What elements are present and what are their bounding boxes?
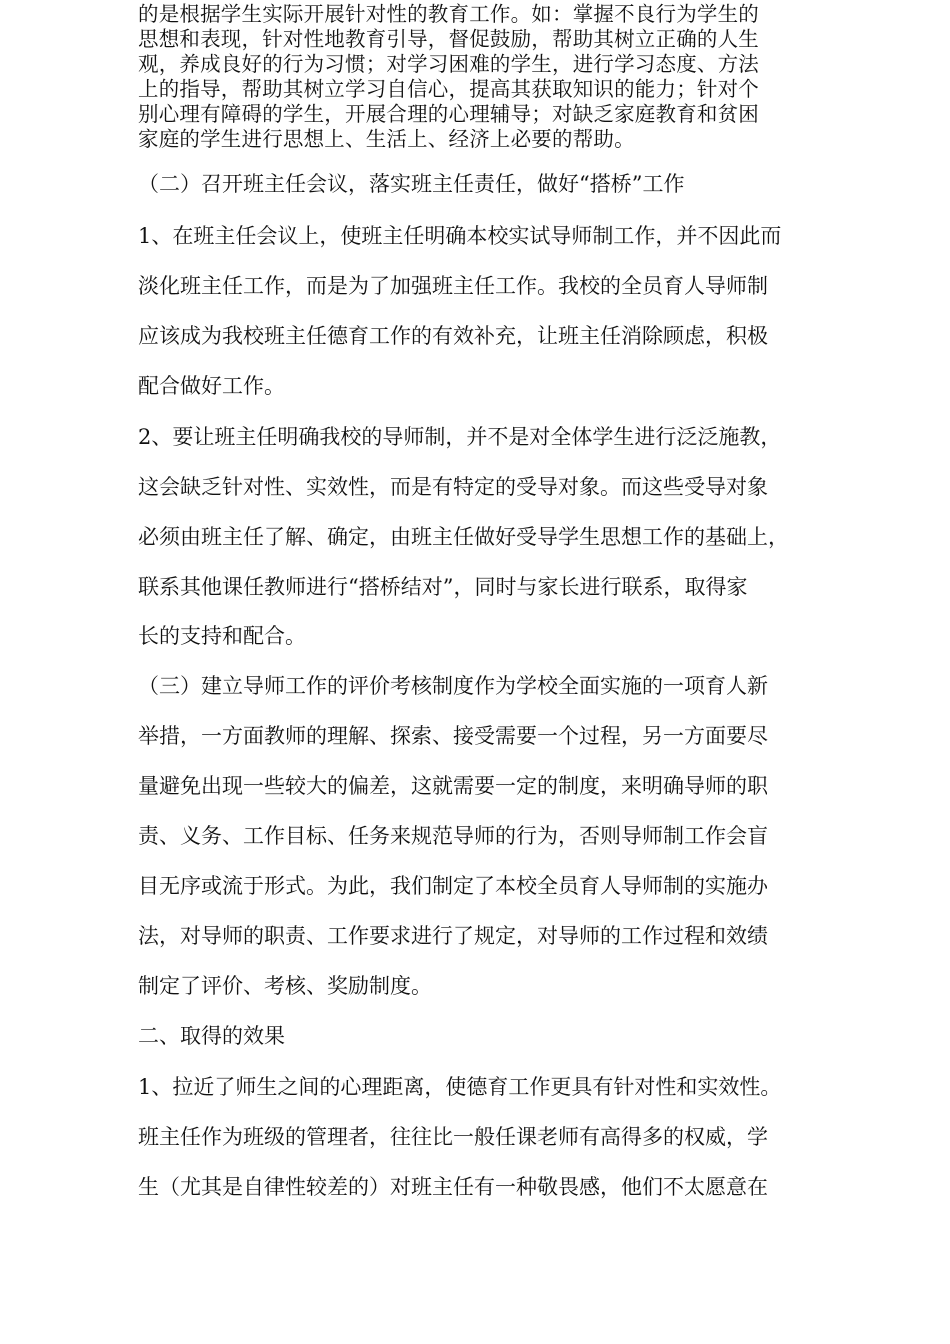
- text-line: 1、在班主任会议上，使班主任明确本校实试导师制工作，并不因此而: [138, 224, 782, 248]
- text-line: 制定了评价、考核、奖励制度。: [138, 974, 432, 998]
- text-line: 配合做好工作。: [138, 374, 285, 398]
- text-line: 长的支持和配合。: [138, 624, 306, 648]
- text-line: （三）建立导师工作的评价考核制度作为学校全面实施的一项育人新: [138, 674, 768, 698]
- text-line: 的是根据学生实际开展针对性的教育工作。如：掌握不良行为学生的: [138, 2, 759, 26]
- text-line: 淡化班主任工作，而是为了加强班主任工作。我校的全员育人导师制: [138, 274, 768, 298]
- text-line: 这会缺乏针对性、实效性，而是有特定的受导对象。而这些受导对象: [138, 475, 768, 499]
- text-line: 思想和表现，针对性地教育引导，督促鼓励，帮助其树立正确的人生: [138, 27, 759, 51]
- text-line: 家庭的学生进行思想上、生活上、经济上必要的帮助。: [138, 127, 635, 151]
- text-line: 观，养成良好的行为习惯；对学习困难的学生，进行学习态度、方法: [138, 52, 759, 76]
- text-line: 别心理有障碍的学生，开展合理的心理辅导；对缺乏家庭教育和贫困: [138, 102, 759, 126]
- text-line: 生（尤其是自律性较差的）对班主任有一种敬畏感，他们不太愿意在: [138, 1175, 768, 1199]
- text-line: 举措，一方面教师的理解、探索、接受需要一个过程，另一方面要尽: [138, 724, 768, 748]
- text-line: 应该成为我校班主任德育工作的有效补充，让班主任消除顾虑，积极: [138, 324, 768, 348]
- section-heading: （二）召开班主任会议，落实班主任责任，做好“搭桥”工作: [138, 172, 685, 196]
- text-line: 2、要让班主任明确我校的导师制，并不是对全体学生进行泛泛施教，: [138, 425, 782, 449]
- text-line: 联系其他课任教师进行“搭桥结对”，同时与家长进行联系，取得家: [138, 575, 748, 599]
- text-line: 上的指导，帮助其树立学习自信心，提高其获取知识的能力；针对个: [138, 77, 759, 101]
- text-line: 责、义务、工作目标、任务来规范导师的行为，否则导师制工作会盲: [138, 824, 768, 848]
- text-line: 必须由班主任了解、确定，由班主任做好受导学生思想工作的基础上，: [138, 525, 789, 549]
- text-line: 目无序或流于形式。为此，我们制定了本校全员育人导师制的实施办: [138, 874, 768, 898]
- part-heading: 二、取得的效果: [138, 1024, 285, 1048]
- text-line: 量避免出现一些较大的偏差，这就需要一定的制度，来明确导师的职: [138, 774, 768, 798]
- text-line: 1、拉近了师生之间的心理距离，使德育工作更具有针对性和实效性。: [138, 1075, 782, 1099]
- text-line: 法，对导师的职责、工作要求进行了规定，对导师的工作过程和效绩: [138, 924, 768, 948]
- text-line: 班主任作为班级的管理者，往往比一般任课老师有高得多的权威，学: [138, 1125, 768, 1149]
